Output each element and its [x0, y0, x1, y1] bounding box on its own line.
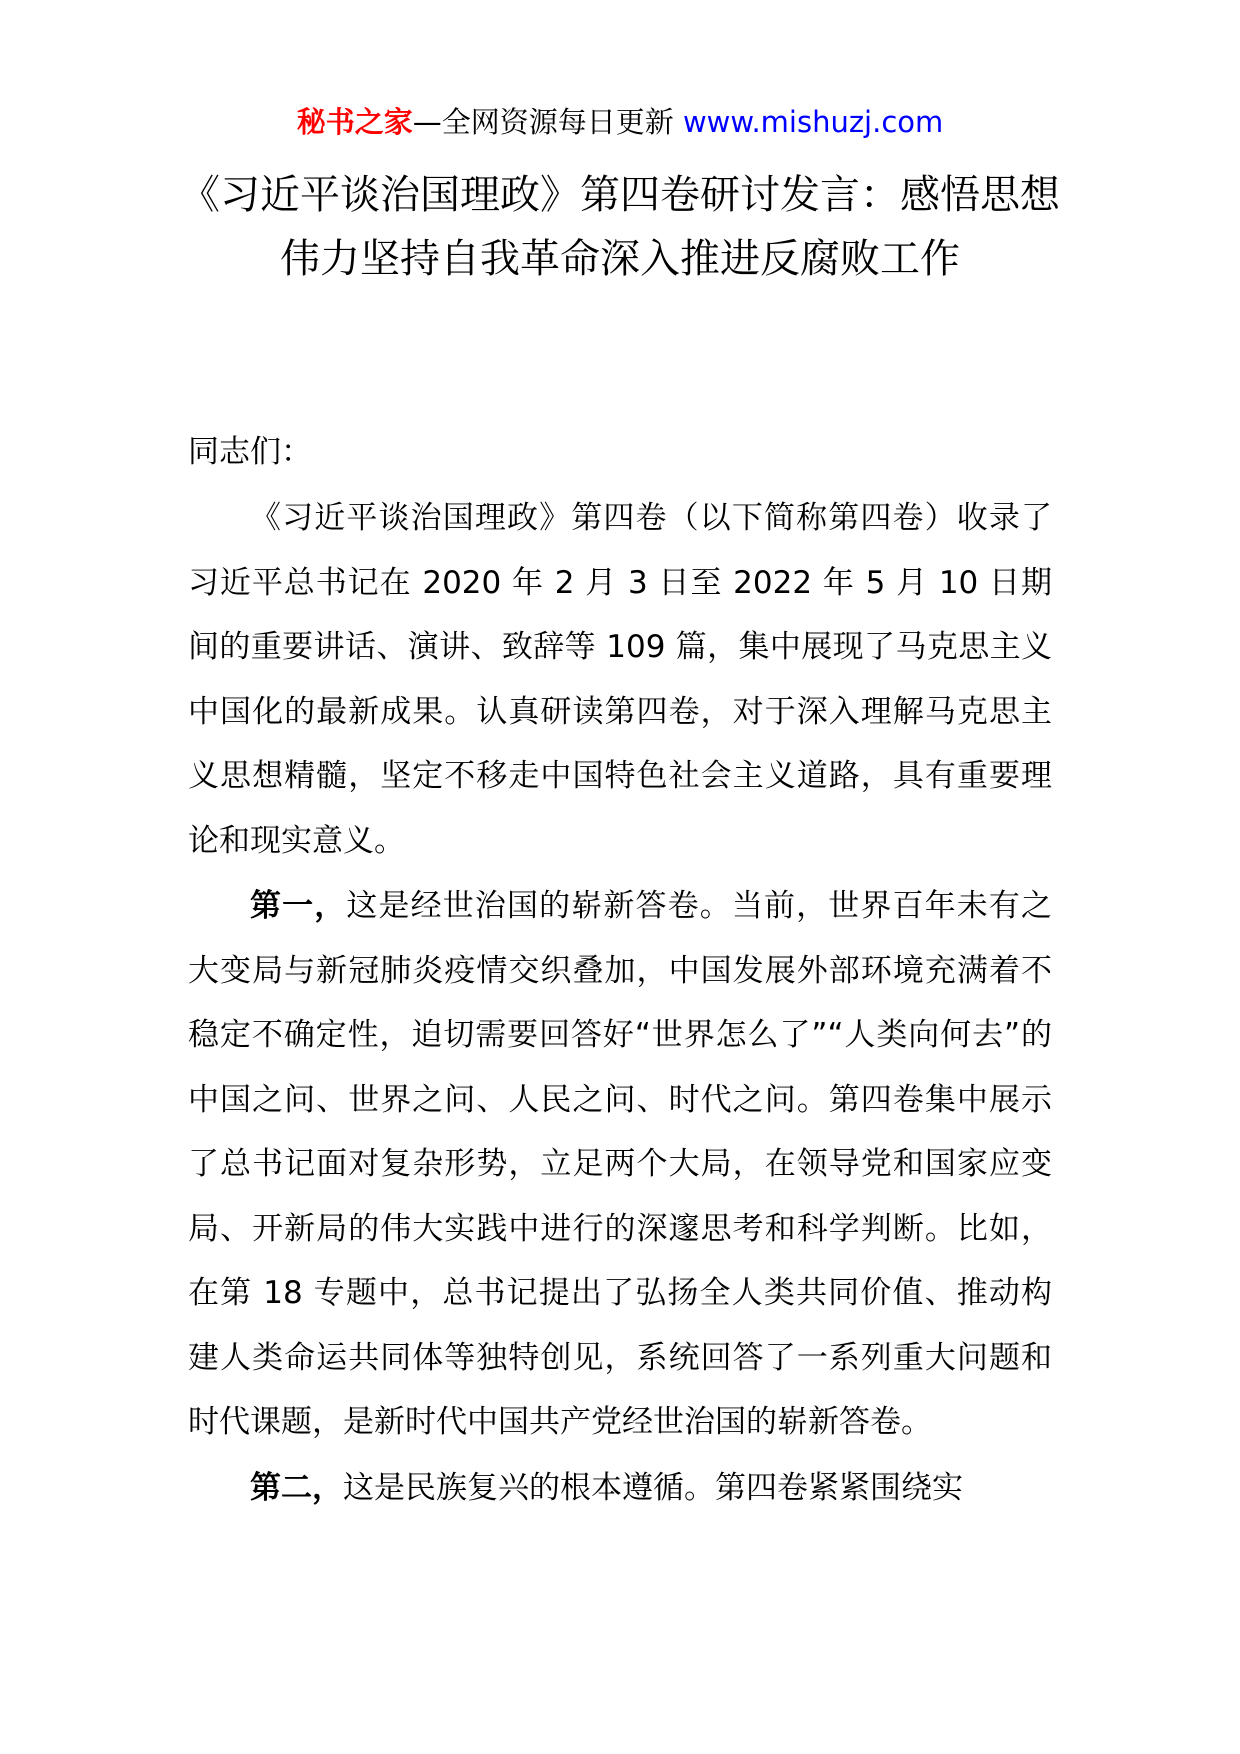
paragraph-second — [188, 1456, 1052, 1521]
paragraph-first — [188, 874, 1052, 1455]
paragraph-lead: 第二， — [250, 1469, 343, 1506]
paragraph-text: 《习近平谈治国理政》第四卷（以下简称第四卷）收录了习近平总书记在 2020 年 2 月 3 日至 2022 年 5 月 10 日期间的重要讲话、演讲、致辞等 109 篇，集中展现了马克思主义中国化的最新成果。认真研读第四卷，对于深入理解马克思主义思想精髓，坚定不移走中国特色社会主义道路，具有重要理论和现实意义。 — [188, 500, 1052, 859]
site-url-link[interactable]: www.mishuzj.com — [682, 105, 944, 139]
paragraph-text: 这是经世治国的崭新答卷。当前，世界百年未有之大变局与新冠肺炎疫情交织叠加，中国发展外部环境充满着不稳定不确定性，迫切需要回答好“世界怎么了”“人类向何去”的中国之问、世界之问、人民之问、时代之问。第四卷集中展示了总书记面对复杂形势，立足两个大局，在领导党和国家应变局、开新局的伟大实践中进行的深邃思考和科学判断。比如，在第 18 专题中，总书记提出了弘扬全人类共同价值、推动构建人类命运共同体等独特创见，系统回答了一系列重大问题和时代课题，是新时代中国共产党经世治国的崭新答卷。 — [188, 888, 1052, 1440]
paragraph-lead: 第一， — [250, 888, 347, 924]
paragraph-text: 这是民族复兴的根本遵循。第四卷紧紧围绕实 — [343, 1469, 963, 1506]
document-title: 《习近平谈治国理政》第四卷研讨发言：感悟思想伟力坚持自我革命深入推进反腐败工作 — [180, 172, 1060, 282]
document-body — [188, 486, 1052, 1521]
salutation: 同志们： — [188, 434, 312, 470]
brand-name: 秘书之家 — [296, 105, 413, 139]
site-header — [0, 100, 1240, 144]
paragraph-intro — [188, 486, 1052, 873]
header-tagline: —全网资源每日更新 — [412, 105, 683, 139]
